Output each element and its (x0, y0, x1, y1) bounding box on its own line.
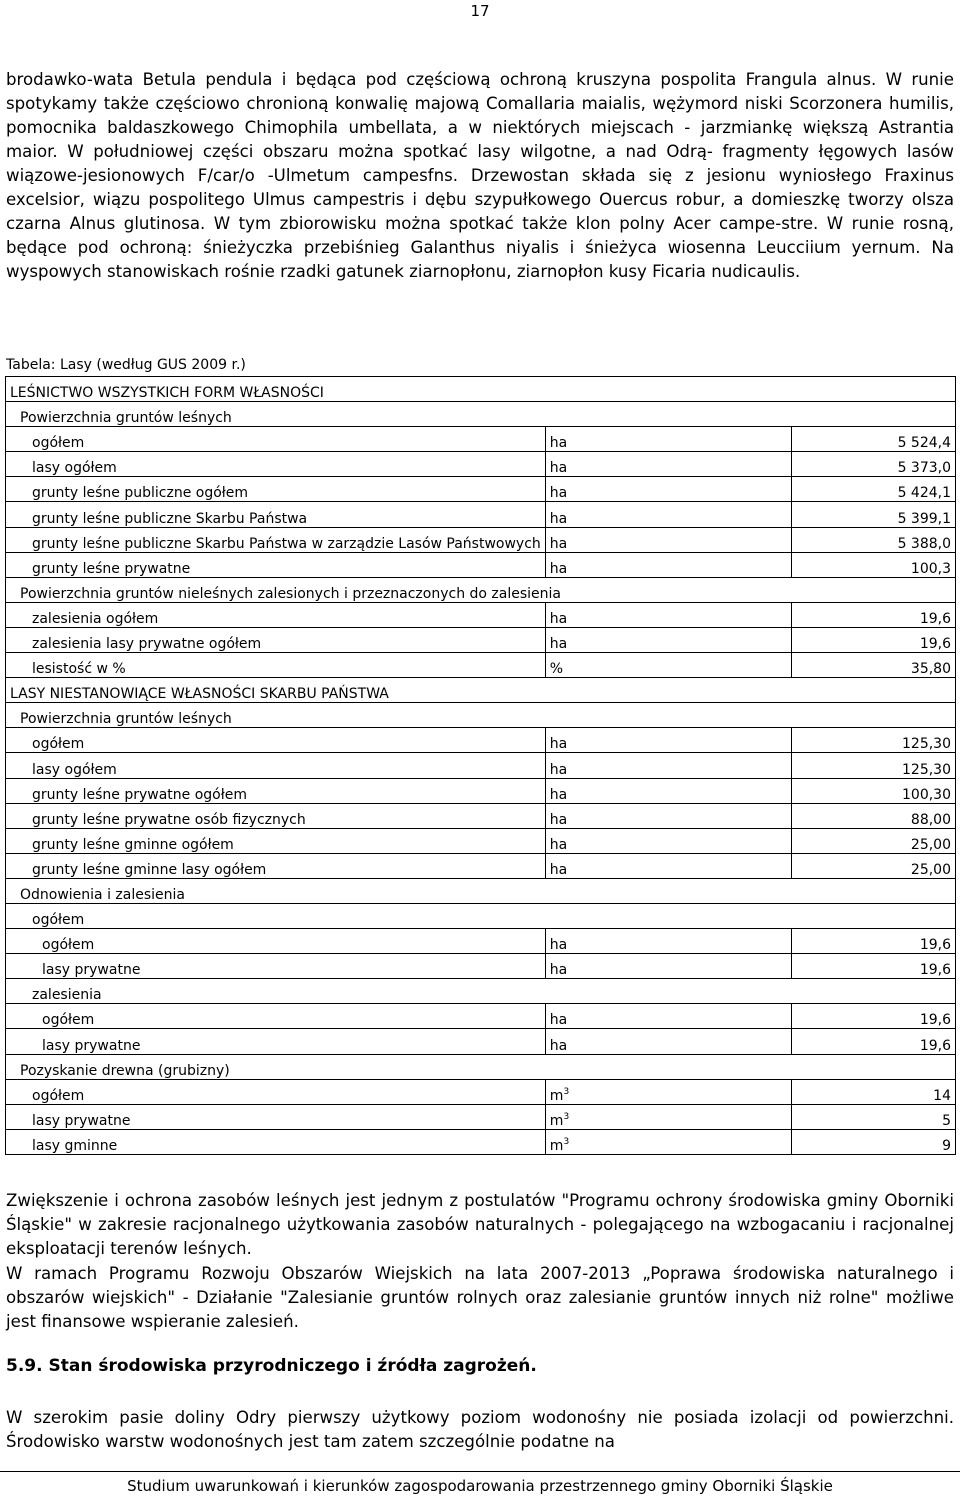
unit-superscript: 3 (563, 1086, 570, 1097)
table-row (6, 878, 956, 903)
table-cell-label: lasy prywatne (6, 1104, 546, 1129)
table-row (6, 552, 956, 577)
table-cell-unit (545, 1004, 791, 1029)
table-cell-label: Pozyskanie drewna (grubizny) (6, 1054, 956, 1079)
table-cell-value: 100,3 (791, 552, 955, 577)
table-cell-label: ogółem (6, 728, 546, 753)
table-row (6, 753, 956, 778)
unit-text: ha (549, 560, 568, 577)
table-cell-unit (545, 728, 791, 753)
table-row (6, 627, 956, 652)
table-row (6, 803, 956, 828)
table-cell-label: grunty leśne prywatne ogółem (6, 778, 546, 803)
section-paragraph: W szerokim pasie doliny Odry pierwszy użytkowy poziom wodonośny nie posiada izolacji od powierzchni. Środowisko warstw wodonośnych jest tam zatem szczególnie podatne na (6, 1408, 954, 1451)
unit-text: ha (549, 761, 568, 778)
table-cell-unit (545, 452, 791, 477)
table-cell-label: lasy prywatne (6, 954, 546, 979)
unit-text: ha (549, 962, 568, 979)
page-number: 17 (470, 2, 490, 20)
after-table-paragraph-1: Zwiększenie i ochrona zasobów leśnych jest jednym z postulatów "Programu ochrony środowiska gminy Oborniki Śląskie" w zakresie racjonalnego użytkowania zasobów naturalnych - polegającego na wzbogacaniu i racjonalnej eksploatacji terenów leśnych. (6, 1191, 954, 1258)
unit-text: ha (549, 636, 568, 653)
table-row (6, 1129, 956, 1154)
table-cell-unit (545, 1079, 791, 1104)
table-cell-label: LEŚNICTWO WSZYSTKICH FORM WŁASNOŚCI (6, 377, 956, 402)
unit-text: ha (549, 535, 568, 552)
table-cell-unit (545, 929, 791, 954)
table-row (6, 979, 956, 1004)
table-cell-unit (545, 653, 791, 678)
table-row (6, 527, 956, 552)
table-cell-unit (545, 828, 791, 853)
table-cell-label: ogółem (6, 929, 546, 954)
table-cell-value: 125,30 (791, 753, 955, 778)
table-cell-label: LASY NIESTANOWIĄCE WŁASNOŚCI SKARBU PAŃSTWA (6, 678, 956, 703)
table-row (6, 828, 956, 853)
table-cell-unit (545, 1029, 791, 1054)
table-row (6, 577, 956, 602)
table-row (6, 452, 956, 477)
table-cell-unit (545, 853, 791, 878)
table-row (6, 477, 956, 502)
table-cell-label: grunty leśne gminne ogółem (6, 828, 546, 853)
table-cell-label: ogółem (6, 903, 956, 928)
unit-text: ha (549, 460, 568, 477)
table-cell-value: 19,6 (791, 627, 955, 652)
table-cell-value: 100,30 (791, 778, 955, 803)
table-cell-value: 5 524,4 (791, 427, 955, 452)
table-cell-label: grunty leśne publiczne ogółem (6, 477, 546, 502)
table-cell-label: lasy ogółem (6, 452, 546, 477)
table-cell-value: 5 373,0 (791, 452, 955, 477)
table-cell-value: 19,6 (791, 1029, 955, 1054)
table-cell-label: Odnowienia i zalesienia (6, 878, 956, 903)
table-row (6, 1079, 956, 1104)
table-cell-unit (545, 627, 791, 652)
table-row (6, 653, 956, 678)
table-cell-unit (545, 954, 791, 979)
table-cell-label: lasy prywatne (6, 1029, 546, 1054)
unit-text: m (549, 1137, 564, 1154)
footer-text: Studium uwarunkowań i kierunków zagospodarowania przestrzennego gminy Oborniki Śląskie (127, 1477, 833, 1495)
table-cell-value: 35,80 (791, 653, 955, 678)
table-cell-label: zalesienia (6, 979, 956, 1004)
unit-text: ha (549, 836, 568, 853)
table-row (6, 1004, 956, 1029)
forests-table (5, 376, 956, 1155)
table-cell-value: 5 399,1 (791, 502, 955, 527)
table-cell-label: lesistość w % (6, 653, 546, 678)
table-cell-unit (545, 552, 791, 577)
table-cell-unit (545, 477, 791, 502)
table-cell-unit (545, 1104, 791, 1129)
unit-text: m (549, 1112, 564, 1129)
table-row (6, 778, 956, 803)
table-row (6, 929, 956, 954)
table-cell-value: 5 424,1 (791, 477, 955, 502)
table-cell-label: grunty leśne publiczne Skarbu Państwa (6, 502, 546, 527)
table-row (6, 377, 956, 402)
table-cell-label: grunty leśne prywatne osób fizycznych (6, 803, 546, 828)
unit-text: ha (549, 1037, 568, 1054)
table-cell-label: ogółem (6, 427, 546, 452)
table-caption: Tabela: Lasy (według GUS 2009 r.) (6, 357, 246, 373)
table-row (6, 853, 956, 878)
table-cell-label: grunty leśne gminne lasy ogółem (6, 853, 546, 878)
table-cell-unit (545, 803, 791, 828)
unit-superscript: 3 (563, 1136, 570, 1147)
unit-text: ha (549, 861, 568, 878)
table-cell-label: zalesienia lasy prywatne ogółem (6, 627, 546, 652)
table-row (6, 602, 956, 627)
table-row (6, 402, 956, 427)
table-row (6, 1054, 956, 1079)
table-cell-label: zalesienia ogółem (6, 602, 546, 627)
table-row (6, 728, 956, 753)
table-cell-value: 19,6 (791, 602, 955, 627)
table-cell-value: 88,00 (791, 803, 955, 828)
unit-text: m (549, 1087, 564, 1104)
table-cell-label: ogółem (6, 1079, 546, 1104)
unit-text: ha (549, 1012, 568, 1029)
table-row (6, 502, 956, 527)
table-cell-unit (545, 778, 791, 803)
table-cell-label: Powierzchnia gruntów leśnych (6, 402, 956, 427)
unit-text: ha (549, 937, 568, 954)
table-cell-value: 25,00 (791, 828, 955, 853)
after-table-paragraph-2: W ramach Programu Rozwoju Obszarów Wiejskich na lata 2007-2013 „Poprawa środowiska naturalnego i obszarów wiejskich" - Działanie "Zalesianie gruntów rolnych oraz zalesianie gruntów innych niż rolne" możliwe jest finansowe wspieranie zalesień. (6, 1264, 954, 1331)
table-cell-unit (545, 502, 791, 527)
table-row (6, 903, 956, 928)
table-cell-value: 5 (791, 1104, 955, 1129)
table-cell-label: grunty leśne prywatne (6, 552, 546, 577)
unit-text: ha (549, 736, 568, 753)
unit-superscript: 3 (563, 1111, 570, 1122)
table-cell-value: 14 (791, 1079, 955, 1104)
table-cell-value: 19,6 (791, 954, 955, 979)
unit-text: ha (549, 811, 568, 828)
table-row (6, 954, 956, 979)
unit-text: ha (549, 786, 568, 803)
forests-table-body (6, 377, 956, 1155)
table-cell-value: 19,6 (791, 1004, 955, 1029)
table-row (6, 678, 956, 703)
table-cell-unit (545, 527, 791, 552)
table-cell-value: 125,30 (791, 728, 955, 753)
table-cell-label: lasy ogółem (6, 753, 546, 778)
table-cell-label: grunty leśne publiczne Skarbu Państwa w zarządzie Lasów Państwowych (6, 527, 546, 552)
intro-paragraph: brodawko-wata Betula pendula i będąca pod częściową ochroną kruszyna pospolita Frangula alnus. W runie spotykamy także częściowo chronioną konwalię majową Comallaria maialis, wężymord niski Scorzonera humilis, pomocnika baldaszkowego Chimophila umbellata, a w niektórych miejscach - jarzmiankę większą Astrantia maior. W południowej części obszaru można spotkać lasy wilgotne, a nad Odrą- fragmenty łęgowych lasów wiązowe-jesionowych F/car/o -Ulmetum campesfns. Drzewostan składa się z jesionu wyniosłego Fraxinus excelsior, wiązu pospolitego Ulmus campestris i dębu szypułkowego Ouercus robur, a domieszkę tworzy olsza czarna Alnus glutinosa. W tym zbiorowisku można spotkać także klon polny Acer campe-stre. W runie rosną, będące pod ochroną: śnieżyczka przebiśnieg Galanthus niyalis i śnieżyca wiosenna Leucciium yernum. Na wyspowych stanowiskach rośnie rzadki gatunek ziarnopłonu, ziarnopłon kusy Ficaria nudicaulis. (6, 70, 954, 281)
table-cell-value: 19,6 (791, 929, 955, 954)
table-cell-label: Powierzchnia gruntów nieleśnych zalesionych i przeznaczonych do zalesienia (6, 577, 956, 602)
table-cell-unit (545, 427, 791, 452)
unit-text: % (549, 661, 564, 678)
table-row (6, 1029, 956, 1054)
table-cell-unit (545, 753, 791, 778)
table-cell-label: ogółem (6, 1004, 546, 1029)
table-cell-value: 25,00 (791, 853, 955, 878)
footer-divider (0, 1471, 960, 1472)
unit-text: ha (549, 510, 568, 527)
table-cell-label: lasy gminne (6, 1129, 546, 1154)
table-cell-label: Powierzchnia gruntów leśnych (6, 703, 956, 728)
unit-text: ha (549, 485, 568, 502)
unit-text: ha (549, 610, 568, 627)
table-row (6, 427, 956, 452)
table-row (6, 1104, 956, 1129)
table-cell-value: 9 (791, 1129, 955, 1154)
unit-text: ha (549, 435, 568, 452)
section-heading: 5.9. Stan środowiska przyrodniczego i źródła zagrożeń. (6, 1356, 537, 1376)
table-cell-unit (545, 1129, 791, 1154)
table-cell-value: 5 388,0 (791, 527, 955, 552)
table-cell-unit (545, 602, 791, 627)
table-row (6, 703, 956, 728)
